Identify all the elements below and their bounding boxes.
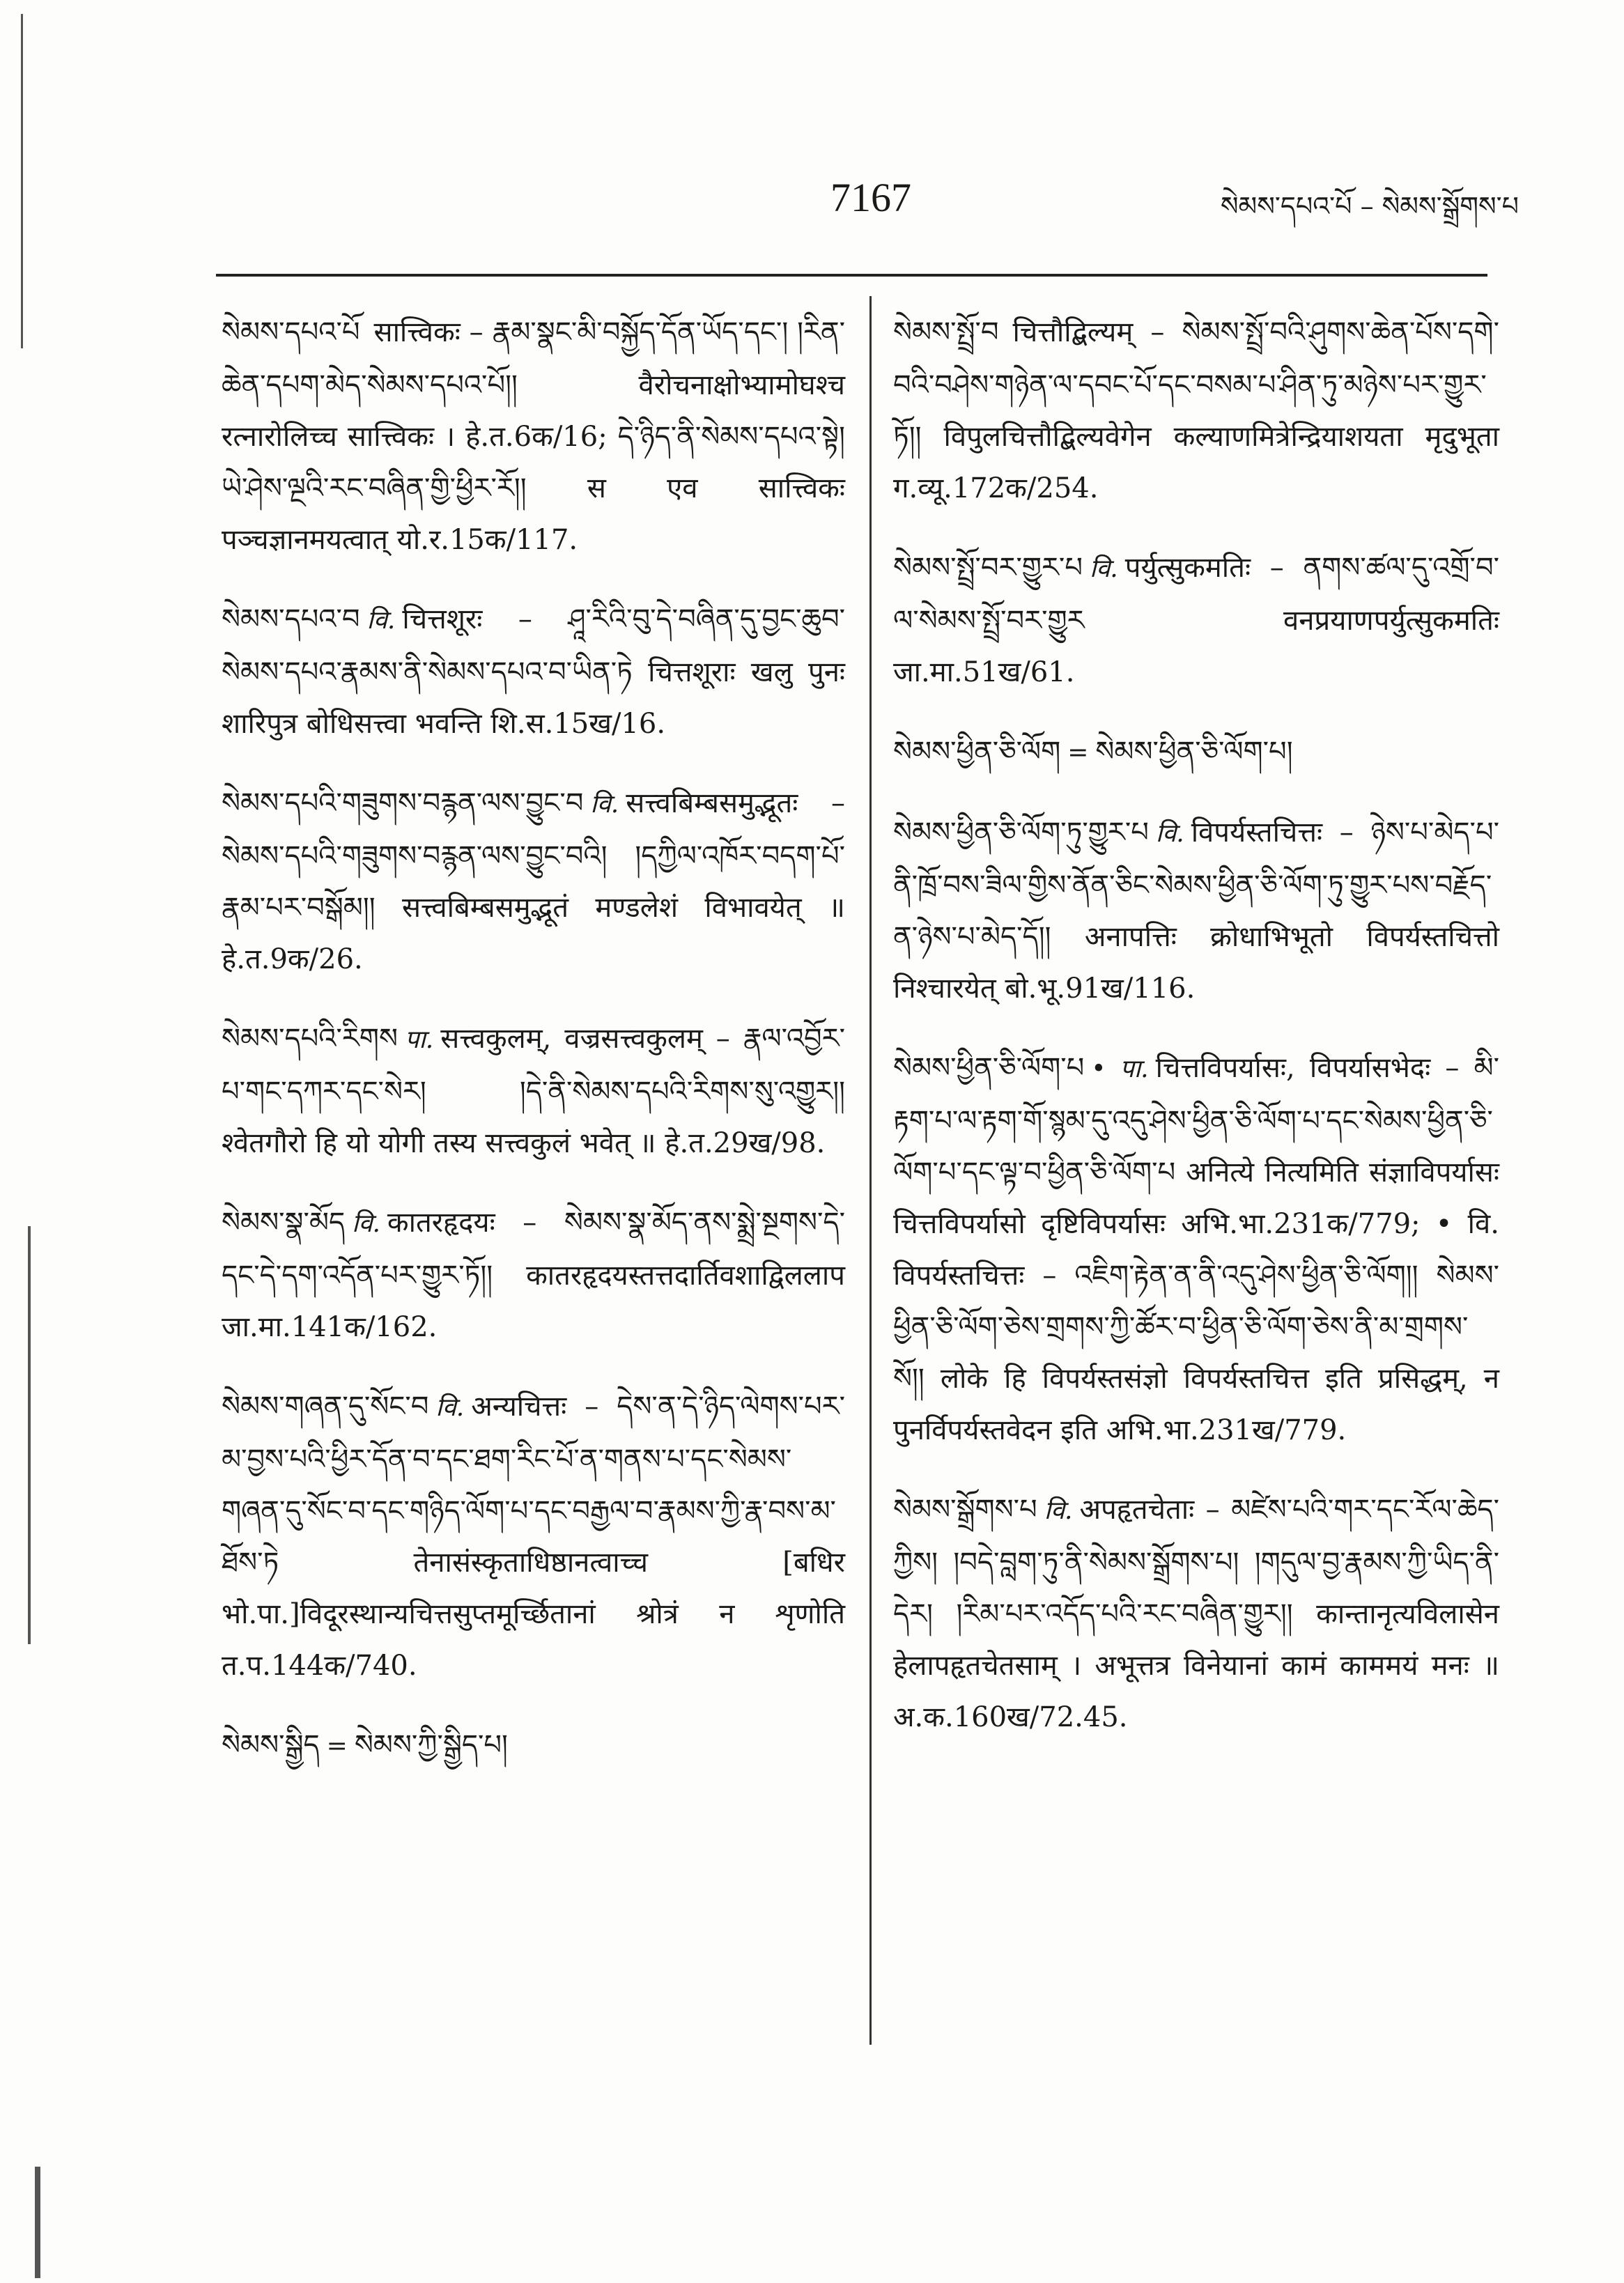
- entry-headword: སེམས་དཔའི་རིགས: [222, 1023, 398, 1055]
- entry-headword: སེམས་ཕྱིན་ཅི་ལོག་ཏུ་གྱུར་པ: [893, 817, 1149, 849]
- entry-body: चित्तविपर्यासः, विपर्यासभेदः – མི་རྟག་པ་ལ་རྟག་གོ་སྙམ་དུ་འདུ་ཤེས་ཕྱིན་ཅི་ལོག་པ་དང་སེམས་ཕྱིན་ཅི་ལོག་པ་དང་ལྟ་བ་ཕྱིན་ཅི་ལོག་པ अनित्ये नित्यमिति संज्ञाविपर्यासः चित्तविपर्यासो दृष्टिविपर्यासः अभि.भा.231क/779; • वि. विपर्यस्तचित्तः – འཇིག་རྟེན་ན་ནི་འདུ་ཤེས་ཕྱིན་ཅི་ལོག།། སེམས་ཕྱིན་ཅི་ལོག་ཅེས་གྲགས་ཀྱི་ཚོར་བ་ཕྱིན་ཅི་ལོག་ཅེས་ནི་མ་གྲགས་སོ།། लोके हि विपर्यस्तसंज्ञो विपर्यस्तचित्त इति प्रसिद्धम्, न पुनर्विपर्यस्तवेदन इति अभि.भा.231ख/779.: [893, 1052, 1499, 1446]
- entry-headword: སེམས་གཞན་དུ་སོང་བ: [222, 1391, 429, 1423]
- dictionary-entry: [893, 1484, 1499, 1743]
- entry-headword: སེམས་སྤྲོ་བ: [893, 316, 999, 348]
- entry-body: सत्त्वकुलम्, वज्रसत्त्वकुलम् – རྣལ་འབྱོར་པ་གང་དཀར་དང་སེར། །དེ་ནི་སེམས་དཔའི་རིགས་སུ་འགྱུར།། श्वेतगौरो हि यो योगी तस्य सत्त्वकुलं भवेत् ॥ हे.त.29ख/98.: [222, 1023, 845, 1159]
- entry-grammar: वि.: [352, 1209, 380, 1238]
- entry-grammar: =: [326, 1732, 348, 1760]
- dictionary-entry: [222, 594, 845, 750]
- entry-headword: སེམས་ཕྱིན་ཅི་ལོག: [893, 736, 1061, 768]
- entry-grammar: वि.: [366, 606, 396, 635]
- dictionary-entry: [893, 1042, 1499, 1456]
- entry-headword: སེམས་སྣ་མོད: [222, 1207, 346, 1239]
- entry-body: अपहृतचेताः – མཛེས་པའི་གར་དང་རོལ་ཆེད་ཀྱིས། །བདེ་བླག་ཏུ་ནི་སེམས་སྒྲོགས་པ། །གདུལ་བྱ་རྣམས་ཀྱི་ཡིད་ནི་དེར། །རིམ་པར་འདོད་པའི་རང་བཞིན་གྱུར།། कान्तानृत्यविलासेन हेलापहृतचेतसाम् । अभूत्तत्र विनेयानां कामं काममयं मनः ॥ अ.क.160ख/72.45.: [893, 1494, 1499, 1733]
- dictionary-entry: [222, 1719, 845, 1772]
- entry-grammar: वि.: [1044, 1496, 1073, 1525]
- dictionary-entry: [893, 807, 1499, 1014]
- entry-body: སེམས་ཕྱིན་ཅི་ལོག་པ།: [1095, 736, 1293, 768]
- guide-words: སེམས་དཔའ་པོ – སེམས་སྒྲོགས་པ: [1220, 191, 1519, 222]
- entry-body: अन्यचित्तः – དེས་ན་དེ་ཉིད་ལེགས་པར་མ་བྱས་པའི་ཕྱིར་དོན་བ་དང་ཐག་རིང་པོ་ན་གནས་པ་དང་སེམས་གཞན་དུ་སོང་བ་དང་གཉིད་ལོག་པ་དང་བརྒྱལ་བ་རྣམས་ཀྱི་རྣ་བས་མ་ཐོས་ཏེ तेनासंस्कृताधिष्ठानत्वाच्च [बधिर भो.पा.]विदूरस्थान्यचित्तसुप्तमूर्च्छितानां श्रोत्रं न शृणोति त.प.144क/740.: [222, 1391, 845, 1682]
- entry-headword: སེམས་སྤྲོ་བར་གྱུར་པ: [893, 552, 1083, 584]
- entry-grammar: वि.: [1089, 555, 1118, 583]
- entry-body: सत्त्वबिम्बसमुद्भूतः – སེམས་དཔའི་གཟུགས་བརྙན་ལས་བྱུང་བའི། །དཀྱིལ་འཁོར་བདག་པོ་རྣམ་པར་བསྒོམ།། सत्त्वबिम्बसमुद्भूतं मण्डलेशं विभावयेत् ॥ हे.त.9क/26.: [222, 787, 845, 975]
- entry-headword: སེམས་དཔའ་བ: [222, 603, 360, 635]
- scan-margin-mark: [28, 1226, 31, 1644]
- entry-grammar: =: [1067, 738, 1089, 767]
- dictionary-entry: [222, 1013, 845, 1169]
- entry-body: विपर्यस्तचित्तः – ཉེས་པ་མེད་པ་ནི་ཁྲོ་བས་ཟིལ་གྱིས་ནོན་ཅིང་སེམས་ཕྱིན་ཅི་ལོག་ཏུ་གྱུར་པས་བརྗོད་ན་ཉེས་པ་མེད་དོ།། अनापत्तिः क्रोधाभिभूतो विपर्यस्तचित्तो निश्चारयेत् बो.भू.91ख/116.: [893, 817, 1499, 1005]
- dictionary-entry: [893, 542, 1499, 698]
- entry-body: पर्युत्सुकमतिः – ནགས་ཚལ་དུ་འགྲོ་བ་ལ་སེམས་སྤྲོ་བར་གྱུར वनप्रयाणपर्युत्सुकमतिः जा.मा.51ख/61.: [893, 552, 1499, 688]
- entry-headword: སེམས་སྒྲོགས་པ: [893, 1494, 1037, 1526]
- entry-body: सात्त्विकः – རྣམ་སྣང་མི་བསྐྱོད་དོན་ཡོད་དང་། །རིན་ཆེན་དཔག་མེད་སེམས་དཔའ་པོ།། वैरोचनाक्षोभ्यामोघश्च रत्नारोलिच्च सात्त्विकः । हे.त.6क/16; དེ་ཉིད་ནི་སེམས་དཔའ་སྟེ། ཡེ་ཤེས་ལྔའི་རང་བཞིན་གྱི་ཕྱིར་རོ།། स एव सात्त्विकः पञ्चज्ञानमयत्वात् यो.र.15क/117.: [222, 316, 845, 556]
- entry-headword: སེམས་དཔའི་གཟུགས་བརྙན་ལས་བྱུང་བ: [222, 787, 584, 819]
- entry-grammar: पा.: [404, 1026, 434, 1054]
- dictionary-entry: [893, 726, 1499, 779]
- header-rule: [216, 274, 1487, 277]
- dictionary-entry: [222, 1197, 845, 1353]
- column-divider: [869, 296, 872, 2045]
- entry-headword: སེམས་དཔའ་པོ: [222, 316, 360, 348]
- entry-grammar: वि.: [590, 790, 619, 819]
- dictionary-entry: [222, 777, 845, 985]
- scan-margin-mark: [35, 2167, 40, 2278]
- entry-body: चित्तौद्बिल्यम् – སེམས་སྤྲོ་བའི་ཤུགས་ཆེན་པོས་དགེ་བའི་བཤེས་གཉེན་ལ་དབང་པོ་དང་བསམ་པ་ཤིན་ཏུ་མཉེས་པར་གྱུར་ཏོ།། विपुलचित्तौद्बिल्यवेगेन कल्याणमित्रेन्द्रियाशयता मृदुभूता ग.व्यू.172क/254.: [893, 316, 1499, 504]
- right-column: [893, 307, 1499, 1771]
- entry-body: चित्तशूरः – ཤཱ་རིའི་བུ་དེ་བཞིན་དུ་བྱང་ཆུབ་སེམས་དཔའ་རྣམས་ནི་སེམས་དཔའ་བ་ཡིན་ཏེ चित्तशूराः खलु पुनः शारिपुत्र बोधिसत्त्वा भवन्ति शि.स.15ख/16.: [222, 603, 845, 740]
- dictionary-entry: [222, 1381, 845, 1692]
- entry-body: སེམས་ཀྱི་སྒྱིད་པ།: [354, 1729, 508, 1761]
- entry-grammar: • पा.: [1091, 1055, 1149, 1083]
- dictionary-entry: [222, 307, 845, 566]
- dictionary-entry: [893, 307, 1499, 514]
- entry-grammar: वि.: [1155, 819, 1184, 848]
- entry-grammar: वि.: [435, 1393, 465, 1422]
- scan-margin-mark: [21, 14, 23, 348]
- page-number: 7167: [830, 175, 911, 220]
- entry-body: कातरहृदयः – སེམས་སྣ་མོད་ནས་སྨྲེ་སྔགས་དེ་དང་དེ་དག་འདོན་པར་གྱུར་ཏོ།། कातरहृदयस्तत्तदार्तिवशाद्विललाप जा.मा.141क/162.: [222, 1207, 845, 1343]
- entry-headword: སེམས་སྒྱིད: [222, 1729, 320, 1761]
- entry-headword: སེམས་ཕྱིན་ཅི་ལོག་པ: [893, 1052, 1085, 1084]
- left-column: [222, 307, 845, 1800]
